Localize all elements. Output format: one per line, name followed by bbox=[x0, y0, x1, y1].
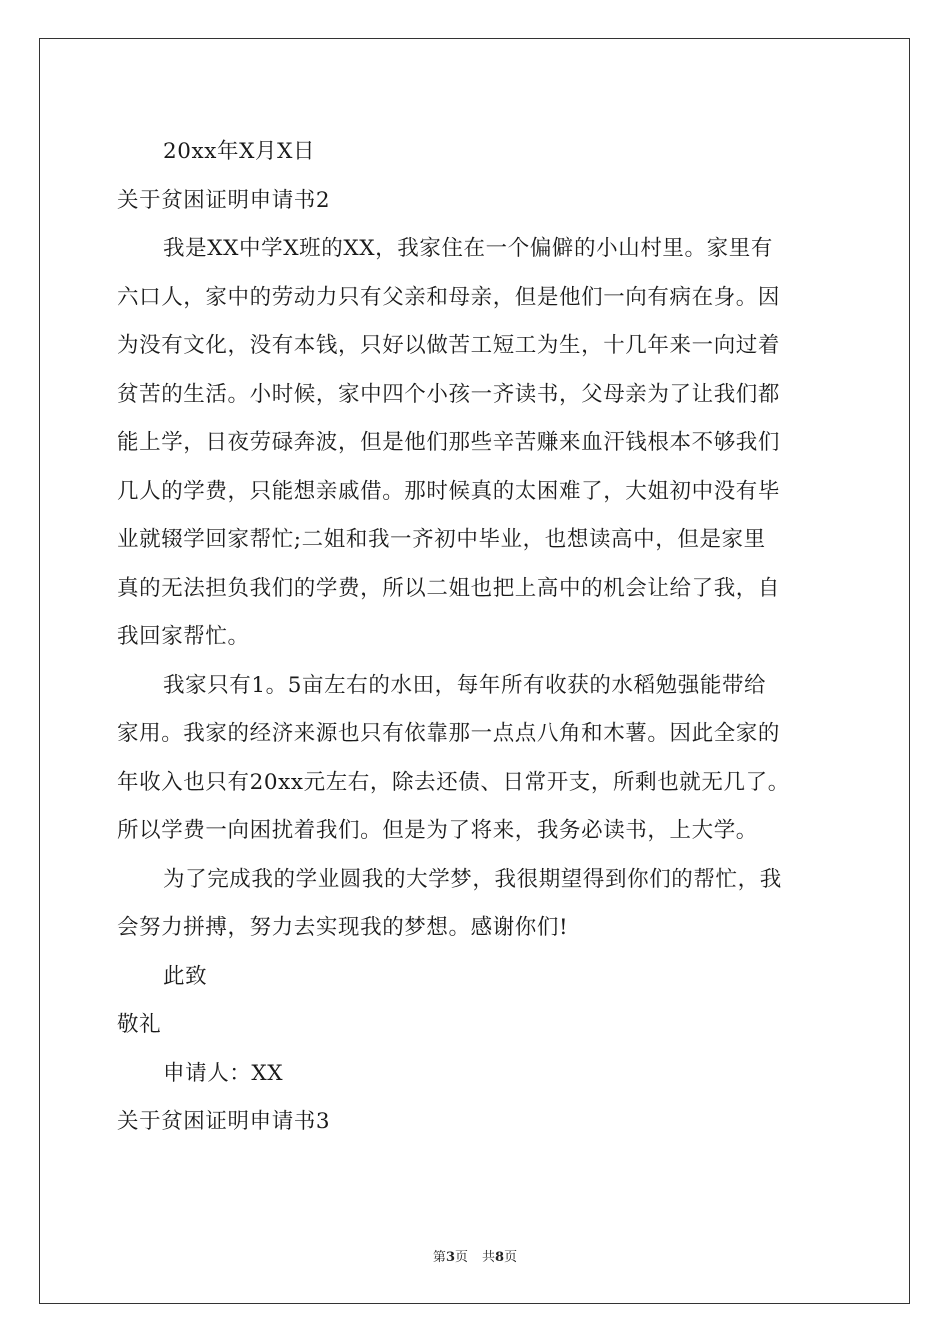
paragraph-line: 家用。我家的经济来源也只有依靠那一点点八角和木薯。因此全家的 bbox=[117, 721, 781, 746]
paragraph-line: 为没有文化，没有本钱，只好以做苦工短工为生，十几年来一向过着 bbox=[117, 333, 781, 358]
document-body bbox=[117, 128, 847, 1147]
section-heading: 关于贫困证明申请书2 bbox=[117, 187, 331, 213]
closing-regards: 敬礼 bbox=[117, 1012, 162, 1037]
page-number: 第3页 bbox=[432, 1250, 468, 1265]
paragraph-line: 所以学费一向困扰着我们。但是为了将来，我务必读书，上大学。 bbox=[117, 818, 758, 843]
paragraph-line: 为了完成我的学业圆我的大学梦，我很期望得到你们的帮忙，我 bbox=[163, 866, 782, 892]
paragraph-line: 会努力拼搏，努力去实现我的梦想。感谢你们! bbox=[117, 915, 569, 940]
paragraph-line: 几人的学费，只能想亲戚借。那时候真的太困难了，大姐初中没有毕 bbox=[117, 478, 781, 504]
paragraph-line: 年收入也只有20xx元左右，除去还债、日常开支，所剩也就无几了。 bbox=[117, 769, 790, 795]
closing-salutation: 此致 bbox=[163, 963, 208, 989]
paragraph-line: 贫苦的生活。小时候，家中四个小孩一齐读书，父母亲为了让我们都 bbox=[117, 381, 781, 407]
page-total: 共8页 bbox=[482, 1250, 518, 1265]
paragraph-line: 我家只有1。5亩左右的水田，每年所有收获的水稻勉强能带给 bbox=[163, 672, 767, 698]
paragraph-line: 我回家帮忙。 bbox=[117, 624, 250, 649]
paragraph-line: 真的无法担负我们的学费，所以二姐也把上高中的机会让给了我，自 bbox=[117, 575, 781, 601]
paragraph-line: 我是XX中学X班的XX，我家住在一个偏僻的小山村里。家里有 bbox=[163, 236, 773, 261]
page-footer bbox=[0, 1246, 950, 1265]
letter-date: 20xx年X月X日 bbox=[163, 139, 316, 164]
paragraph-line: 能上学，日夜劳碌奔波，但是他们那些辛苦赚来血汗钱根本不够我们 bbox=[117, 430, 781, 455]
section-heading: 关于贫困证明申请书3 bbox=[117, 1109, 331, 1134]
applicant-signature: 申请人：XX bbox=[163, 1060, 284, 1086]
paragraph-line: 六口人，家中的劳动力只有父亲和母亲，但是他们一向有病在身。因 bbox=[117, 284, 781, 310]
paragraph-line: 业就辍学回家帮忙;二姐和我一齐初中毕业，也想读高中，但是家里 bbox=[117, 527, 766, 552]
